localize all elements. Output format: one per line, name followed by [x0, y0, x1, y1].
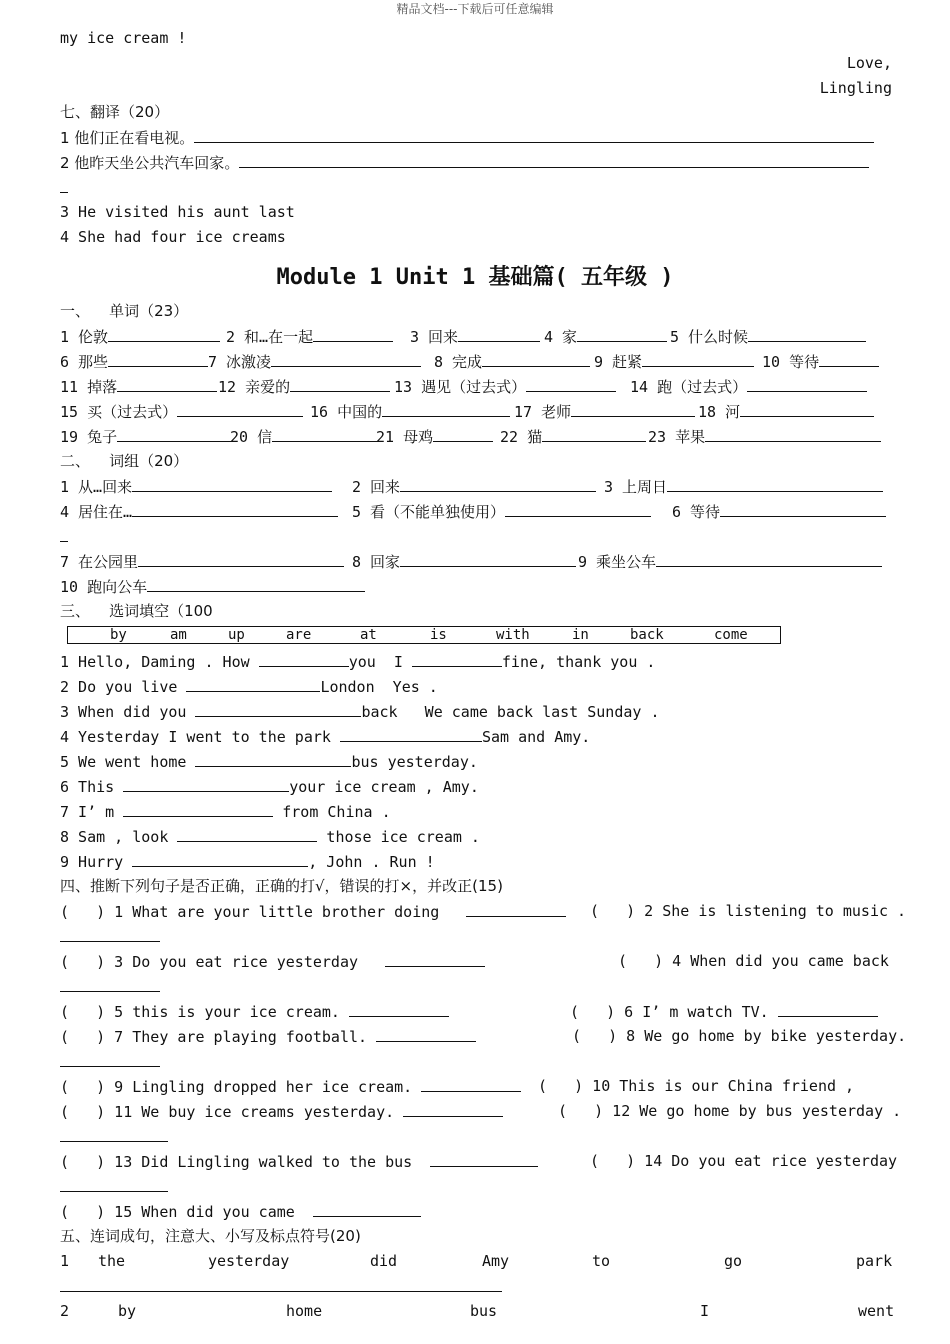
sec4-item-12: ( ) 12 We go home by bus yesterday .	[558, 1102, 902, 1120]
sec4-answer-line	[60, 926, 160, 947]
word-bank-item: by	[110, 627, 127, 643]
word-bank-item: come	[714, 627, 748, 643]
letter-signature: Lingling	[819, 79, 892, 97]
word-bank-item: up	[228, 627, 245, 643]
word-bank-item: with	[496, 627, 530, 643]
page-title: Module 1 Unit 1 基础篇( 五年级 )	[276, 265, 674, 290]
sec4-answer-line	[60, 1126, 168, 1147]
sec4-item-5: ( ) 5 this is your ice cream.	[60, 1001, 449, 1022]
sec3-heading: 三、 选词填空（100	[60, 602, 213, 620]
sec4-item-9: ( ) 9 Lingling dropped her ice cream.	[60, 1076, 521, 1097]
sec1-heading: 一、 单词（23）	[60, 302, 189, 320]
sec4-answer-line	[60, 1051, 160, 1072]
sec3-item-4: 4 Yesterday I went to the park Sam and Amy.	[60, 728, 591, 746]
sec4-item-10: ( ) 10 This is our China friend ,	[538, 1077, 855, 1095]
sec4-item-8: ( ) 8 We go home by bike yesterday.	[572, 1027, 907, 1045]
sec5-heading: 五、连词成句，注意大、小写及标点符号(20)	[60, 1227, 361, 1245]
sec4-heading: 四、推断下列句子是否正确，正确的打√，错误的打×，并改正(15)	[60, 877, 503, 895]
sec7-item-3: 3 He visited his aunt last	[60, 203, 295, 221]
word-bank-item: at	[360, 627, 377, 643]
sec4-item-2: ( ) 2 She is listening to music .	[590, 902, 907, 920]
word-bank-item: is	[430, 627, 447, 643]
sec3-item-7: 7 I’ m from China .	[60, 803, 391, 821]
document-page: 精品文档---下载后可任意编辑 my ice cream ! Love, Lingling 七、翻译（20） 1 他们正在看电视。 2 他昨天坐公共汽车回家。 3 He visited his aunt last 4 She had four ice creams Module 1 Unit 1 基础篇( 五年级 ) 一、 单词（23） 1 伦敦 2 和…在一起 3 回来 4 家 5 什么时候 6 那些 7 冰激凌 8 完成 9 赶紧 10 等待 11 掉落 12 亲爱的 13 遇见（过去式） 14 跑（过去式） 15 买（过去式） 16 中国的 17 老师 18 河 19 兔子 20 信 21 母鸡 22 猫 23 苹果 二、 词组（20） 1 从…回来 2 回来 3 上周日 4 居住在… 5 看（不能单独使用） 6 等待 7 在公园里 8 回家 9 乘坐公车 10 跑向公车 三、 选词填空（100 by am up are at is with in back come 1 Hello, Daming . How you I fine, thank you . 2 Do you live London Yes . 3 When did you back We came back last Sunday . 4 Yesterday I went to the park Sam and Amy. 5 We went home bus yesterday. 6 This your ice cream , Amy. 7 I’ m from China . 8 Sam , look those ice cream . 9 Hurry , John . Run ! 四、推断下列句子是否正确，正确的打√，错误的打×，并改正(15) ( ) 1 What are your little brother doing ( ) 2 She is listening to music . ( ) 3 Do you eat rice yesterday ( ) 4 When did you came back ( ) 5 this is your ice cream. ( ) 6 I’ m watch TV. ( ) 7 They are playing football. ( ) 8 We go home by bike yesterday. ( ) 9 Lingling dropped her ice cream. ( ) 10 This is our China friend , ( ) 11 We buy ice creams yesterday. ( ) 12 We go home by bus yesterday . ( ) 13 Did Lingling walked to the bus ( ) 14 Do you eat rice yesterday ( ) 15 When did you came 五、连词成句，注意大、小写及标点符号(20) 1 the yesterday did Amy to go park 2 by home bus I went	[0, 0, 950, 1344]
sec7-item-4: 4 She had four ice creams	[60, 228, 286, 246]
word-bank-box	[67, 626, 781, 644]
sec2-wrap-dash	[60, 526, 68, 547]
word-bank-item: in	[572, 627, 589, 643]
sec4-item-14: ( ) 14 Do you eat rice yesterday	[590, 1152, 898, 1170]
sec7-wrap-dash	[60, 177, 68, 198]
word-bank-item: back	[630, 627, 664, 643]
sec4-item-1: ( ) 1 What are your little brother doing	[60, 901, 566, 922]
sec5-answer-line	[60, 1276, 502, 1297]
sec4-item-7: ( ) 7 They are playing football.	[60, 1026, 476, 1047]
sec4-item-15: ( ) 15 When did you came	[60, 1201, 421, 1222]
word-bank-item: am	[170, 627, 187, 643]
sec4-item-3: ( ) 3 Do you eat rice yesterday	[60, 951, 485, 972]
sec7-item-1: 1 他们正在看电视。	[60, 127, 874, 148]
sec3-item-9: 9 Hurry , John . Run !	[60, 853, 435, 871]
sec4-item-4: ( ) 4 When did you came back	[618, 952, 889, 970]
sec3-item-8: 8 Sam , look those ice cream .	[60, 828, 480, 846]
sec3-item-3: 3 When did you back We came back last Sunday .	[60, 703, 660, 721]
sec2-heading: 二、 词组（20）	[60, 452, 189, 470]
sec7-item-2: 2 他昨天坐公共汽车回家。	[60, 152, 869, 173]
letter-ending: my ice cream !	[60, 29, 187, 47]
sec3-item-2: 2 Do you live London Yes .	[60, 678, 438, 696]
sec3-item-6: 6 This your ice cream , Amy.	[60, 778, 479, 796]
sec3-item-1: 1 Hello, Daming . How you I fine, thank you .	[60, 653, 656, 671]
sec7-heading: 七、翻译（20）	[60, 103, 170, 121]
sec4-item-13: ( ) 13 Did Lingling walked to the bus	[60, 1151, 538, 1172]
letter-closing: Love,	[846, 54, 892, 72]
sec3-item-5: 5 We went home bus yesterday.	[60, 753, 478, 771]
page-header: 精品文档---下载后可任意编辑	[396, 2, 554, 16]
sec4-item-11: ( ) 11 We buy ice creams yesterday.	[60, 1101, 503, 1122]
word-bank-item: are	[286, 627, 312, 643]
sec4-answer-line	[60, 976, 160, 997]
sec4-item-6: ( ) 6 I’ m watch TV.	[570, 1001, 878, 1022]
sec4-answer-line	[60, 1176, 168, 1197]
